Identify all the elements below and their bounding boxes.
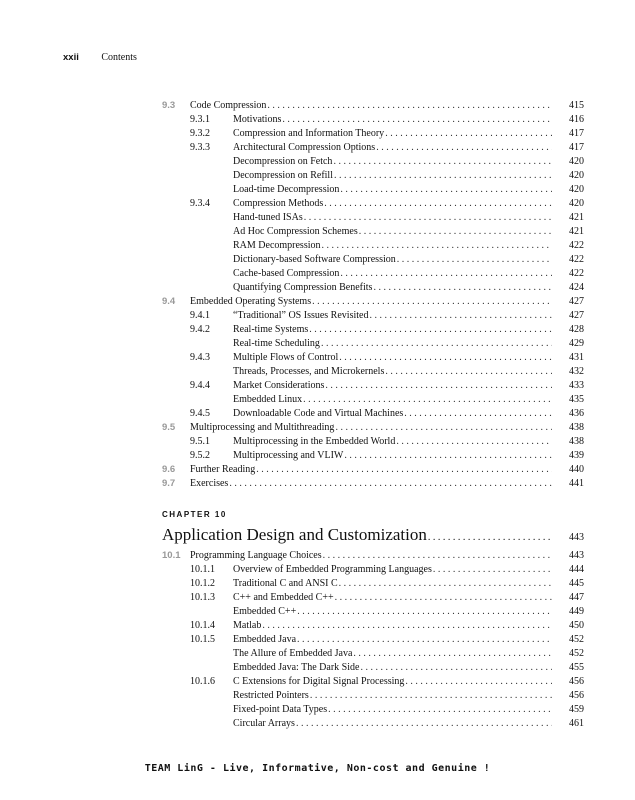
dot-leader [404, 407, 552, 421]
entry-page: 441 [569, 478, 584, 489]
entry-page: 438 [569, 422, 584, 433]
dot-leader [310, 689, 552, 703]
toc-entry[interactable] [162, 365, 584, 379]
entry-title: RAM Decompression [233, 240, 321, 251]
entry-title: Market Considerations [233, 380, 325, 391]
dot-leader [335, 591, 552, 605]
chapter-label: CHAPTER 10 [162, 510, 227, 519]
toc-entry[interactable] [162, 309, 584, 323]
toc-entry[interactable] [162, 435, 584, 449]
entry-number: 9.4 [162, 296, 176, 307]
entry-number: 9.3.4 [190, 198, 210, 209]
toc-entry[interactable] [162, 225, 584, 239]
toc-entry[interactable] [162, 421, 584, 435]
toc-entry[interactable] [162, 113, 584, 127]
entry-title: Motivations [233, 114, 282, 125]
entry-page: 447 [569, 592, 584, 603]
entry-title: Embedded Operating Systems [190, 296, 312, 307]
toc-entry[interactable] [162, 563, 584, 577]
entry-page: 415 [569, 100, 584, 111]
entry-page: 421 [569, 212, 584, 223]
entry-page: 429 [569, 338, 584, 349]
entry-number: 9.4.4 [190, 380, 210, 391]
dot-leader [353, 647, 552, 661]
entry-page: 427 [569, 296, 584, 307]
dot-leader [334, 169, 552, 183]
entry-page: 428 [569, 324, 584, 335]
entry-page: 431 [569, 352, 584, 363]
toc-entry[interactable] [162, 169, 584, 183]
entry-number: 10.1.5 [190, 634, 215, 645]
watermark-footer: TEAM LinG - Live, Informative, Non-cost and Genuine ! [144, 763, 491, 774]
entry-page: 459 [569, 704, 584, 715]
entry-title: C Extensions for Digital Signal Processing [233, 676, 405, 687]
entry-title: Multiprocessing and Multithreading [190, 422, 335, 433]
entry-title: Overview of Embedded Programming Languages [233, 564, 432, 575]
toc-entry[interactable] [162, 633, 584, 647]
entry-title: Fixed-point Data Types [233, 704, 328, 715]
entry-page: 422 [569, 268, 584, 279]
dot-leader [335, 421, 552, 435]
toc-entry[interactable] [162, 647, 584, 661]
toc-entry[interactable] [162, 549, 584, 563]
entry-title: Threads, Processes, and Microkernels [233, 366, 385, 377]
entry-page: 445 [569, 578, 584, 589]
dot-leader [369, 309, 552, 323]
toc-entry[interactable] [162, 211, 584, 225]
dot-leader [405, 675, 552, 689]
toc-entry[interactable] [162, 703, 584, 717]
entry-title: The Allure of Embedded Java [233, 648, 353, 659]
dot-leader [333, 155, 552, 169]
toc-entry[interactable] [162, 351, 584, 365]
entry-page: 422 [569, 240, 584, 251]
entry-number: 9.4.1 [190, 310, 210, 321]
dot-leader [325, 379, 552, 393]
entry-title: Real-time Scheduling [233, 338, 320, 349]
toc-entry[interactable] [162, 239, 584, 253]
entry-number: 10.1.2 [190, 578, 215, 589]
dot-leader [297, 605, 552, 619]
toc-entry[interactable] [162, 155, 584, 169]
dot-leader [267, 99, 552, 113]
entry-title: Embedded Java: The Dark Side [233, 662, 360, 673]
entry-page: 461 [569, 718, 584, 729]
toc-chapter-10 [162, 549, 584, 731]
dot-leader [321, 337, 552, 351]
entry-page: 450 [569, 620, 584, 631]
entry-number: 9.3 [162, 100, 176, 111]
dot-leader [376, 141, 552, 155]
dot-leader [359, 225, 552, 239]
entry-number: 9.5.1 [190, 436, 210, 447]
entry-title: Restricted Pointers [233, 690, 309, 701]
dot-leader [344, 449, 552, 463]
entry-title: Compression Methods [233, 198, 324, 209]
entry-number: 9.3.1 [190, 114, 210, 125]
toc-entry[interactable] [162, 323, 584, 337]
entry-title: Further Reading [190, 464, 256, 475]
entry-page: 449 [569, 606, 584, 617]
entry-page: 438 [569, 436, 584, 447]
toc-entry[interactable] [162, 661, 584, 675]
entry-title: Multiprocessing in the Embedded World [233, 436, 396, 447]
toc-entry[interactable] [162, 407, 584, 421]
entry-title: Real-time Systems [233, 324, 309, 335]
entry-title: Decompression on Fetch [233, 156, 333, 167]
entry-title: Traditional C and ANSI C [233, 578, 338, 589]
entry-title: C++ and Embedded C++ [233, 592, 334, 603]
entry-title: Compression and Information Theory [233, 128, 385, 139]
entry-page: 420 [569, 184, 584, 195]
entry-number: 9.4.2 [190, 324, 210, 335]
dot-leader [433, 563, 552, 577]
entry-title: Code Compression [190, 100, 267, 111]
entry-title: Hand-tuned ISAs [233, 212, 303, 223]
entry-number: 9.5 [162, 422, 176, 433]
running-header [63, 52, 137, 63]
chapter-title-entry[interactable] [162, 525, 584, 545]
entry-number: 9.5.2 [190, 450, 210, 461]
dot-leader [396, 435, 552, 449]
dot-leader [360, 661, 552, 675]
entry-page: 420 [569, 198, 584, 209]
toc-entry[interactable] [162, 449, 584, 463]
entry-number: 10.1.4 [190, 620, 215, 631]
entry-page: 433 [569, 380, 584, 391]
toc-entry[interactable] [162, 197, 584, 211]
entry-page: 421 [569, 226, 584, 237]
dot-leader [262, 619, 552, 633]
toc-entry[interactable] [162, 141, 584, 155]
entry-number: 10.1.3 [190, 592, 215, 603]
entry-title: Circular Arrays [233, 718, 295, 729]
entry-page: 436 [569, 408, 584, 419]
toc-entry[interactable] [162, 463, 584, 477]
toc-entry[interactable] [162, 717, 584, 731]
toc-entry[interactable] [162, 253, 584, 267]
entry-title: Ad Hoc Compression Schemes [233, 226, 358, 237]
entry-title: Multiprocessing and VLIW [233, 450, 344, 461]
entry-number: 10.1.1 [190, 564, 215, 575]
toc-entry[interactable] [162, 577, 584, 591]
entry-title: Embedded Java [233, 634, 297, 645]
entry-page: 452 [569, 634, 584, 645]
toc-entry[interactable] [162, 591, 584, 605]
entry-title: Programming Language Choices [190, 550, 322, 561]
dot-leader [324, 197, 552, 211]
entry-page: 420 [569, 156, 584, 167]
entry-page: 424 [569, 282, 584, 293]
dot-leader [328, 703, 552, 717]
toc-entry[interactable] [162, 267, 584, 281]
toc-entry[interactable] [162, 295, 584, 309]
entry-page: 443 [569, 550, 584, 561]
toc-entry[interactable] [162, 619, 584, 633]
entry-number: 9.4.3 [190, 352, 210, 363]
dot-leader [229, 477, 552, 491]
dot-leader [256, 463, 552, 477]
running-title: Contents [101, 52, 137, 63]
toc-entry[interactable] [162, 689, 584, 703]
entry-page: 444 [569, 564, 584, 575]
entry-page: 427 [569, 310, 584, 321]
toc-entry[interactable] [162, 127, 584, 141]
toc-entry[interactable] [162, 99, 584, 113]
entry-title: Multiple Flows of Control [233, 352, 339, 363]
chapter-title: Application Design and Customization [162, 525, 427, 544]
dot-leader [385, 365, 552, 379]
entry-page: 435 [569, 394, 584, 405]
entry-page: 417 [569, 128, 584, 139]
chapter-page: 443 [569, 532, 584, 543]
entry-page: 416 [569, 114, 584, 125]
entry-page: 452 [569, 648, 584, 659]
entry-page: 455 [569, 662, 584, 673]
entry-title: Embedded Linux [233, 394, 303, 405]
dot-leader [282, 113, 552, 127]
entry-number: 10.1.6 [190, 676, 215, 687]
toc-entry[interactable] [162, 337, 584, 351]
toc-entry[interactable] [162, 477, 584, 491]
dot-leader [304, 211, 552, 225]
dot-leader [428, 532, 552, 543]
dot-leader [303, 393, 552, 407]
entry-title: “Traditional” OS Issues Revisited [233, 310, 369, 321]
toc-chapter-9 [162, 99, 584, 491]
toc-entry[interactable] [162, 675, 584, 689]
dot-leader [296, 717, 552, 731]
entry-page: 420 [569, 170, 584, 181]
entry-title: Downloadable Code and Virtual Machines [233, 408, 404, 419]
dot-leader [297, 633, 552, 647]
dot-leader [340, 267, 552, 281]
entry-page: 422 [569, 254, 584, 265]
entry-title: Cache-based Compression [233, 268, 340, 279]
dot-leader [312, 295, 552, 309]
entry-page: 456 [569, 676, 584, 687]
toc-entry[interactable] [162, 379, 584, 393]
entry-number: 9.3.3 [190, 142, 210, 153]
entry-title: Dictionary-based Software Compression [233, 254, 396, 265]
entry-title: Load-time Decompression [233, 184, 340, 195]
dot-leader [397, 253, 552, 267]
entry-title: Architectural Compression Options [233, 142, 376, 153]
entry-number: 10.1 [162, 550, 181, 561]
dot-leader [309, 323, 552, 337]
toc-entry[interactable] [162, 393, 584, 407]
toc-entry[interactable] [162, 281, 584, 295]
entry-page: 439 [569, 450, 584, 461]
entry-title: Embedded C++ [233, 606, 297, 617]
dot-leader [340, 183, 552, 197]
entry-number: 9.7 [162, 478, 176, 489]
dot-leader [385, 127, 552, 141]
entry-title: Exercises [190, 478, 229, 489]
toc-entry[interactable] [162, 605, 584, 619]
entry-title: Matlab [233, 620, 262, 631]
entry-page: 456 [569, 690, 584, 701]
dot-leader [322, 239, 553, 253]
dot-leader [323, 549, 552, 563]
entry-number: 9.3.2 [190, 128, 210, 139]
entry-page: 432 [569, 366, 584, 377]
entry-number: 9.6 [162, 464, 176, 475]
entry-page: 417 [569, 142, 584, 153]
toc-entry[interactable] [162, 183, 584, 197]
entry-title: Quantifying Compression Benefits [233, 282, 373, 293]
entry-page: 440 [569, 464, 584, 475]
page-number: xxii [63, 52, 79, 63]
entry-title: Decompression on Refill [233, 170, 333, 181]
dot-leader [339, 577, 552, 591]
dot-leader [339, 351, 552, 365]
entry-number: 9.4.5 [190, 408, 210, 419]
dot-leader [373, 281, 552, 295]
